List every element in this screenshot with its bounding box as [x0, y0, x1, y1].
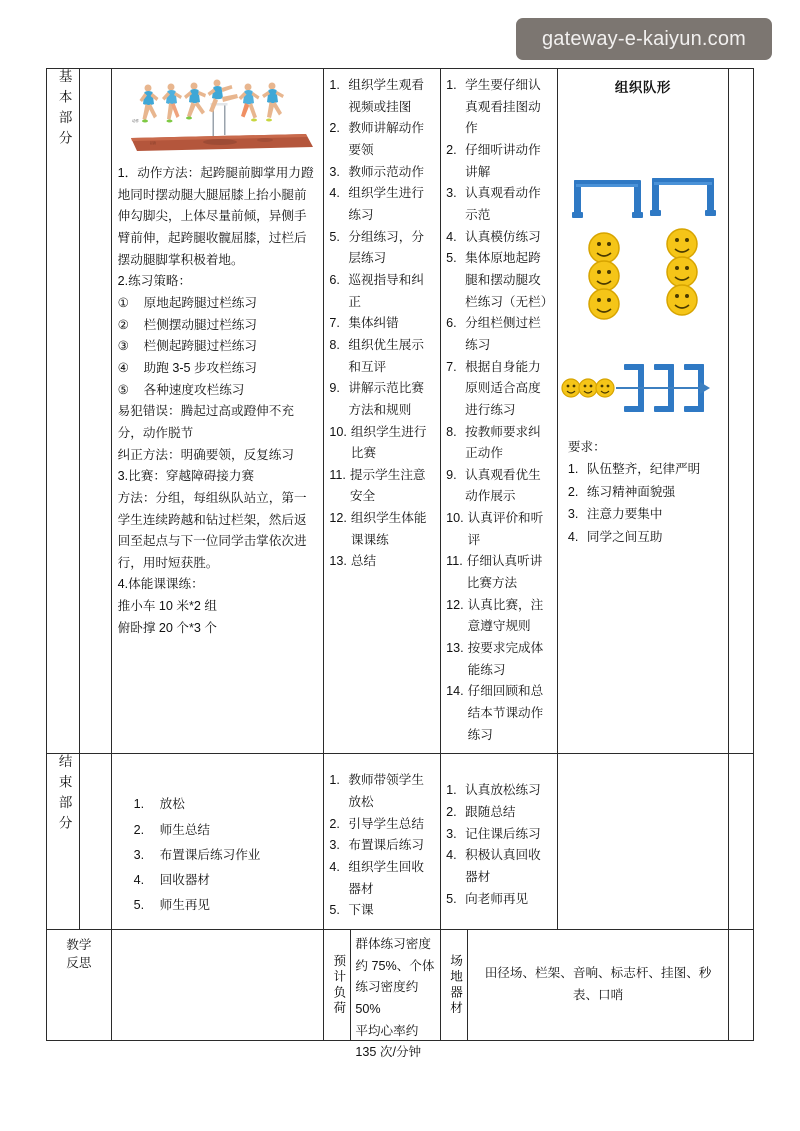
student-activity-text: 集体原地起跨腿和摆动腿攻栏练习（无栏） [465, 251, 554, 309]
content-cell-end [111, 754, 324, 930]
svg-text:起跑: 起跑 [149, 141, 156, 145]
student-activity-text: 仔细听讲动作讲解 [465, 142, 541, 179]
list-item: 8. 组织优生展示和互评 [329, 335, 436, 378]
stage-label-main: 基本部分 [56, 69, 72, 151]
reflection-value[interactable] [112, 930, 324, 940]
list-item [118, 380, 319, 402]
teacher-activity-text: 集体纠错 [348, 316, 399, 331]
teacher-cell-main [324, 69, 441, 754]
tail-cell-end [728, 754, 753, 930]
formation-diagram-relay-side [558, 352, 728, 430]
student-activity-text: 仔细认真听讲比赛方法 [466, 554, 543, 591]
lesson-plan-table [46, 68, 754, 1060]
student-cell-end [441, 754, 558, 930]
list-item: 5. 集体原地起跨腿和摆动腿攻栏练习（无栏） [446, 248, 553, 313]
student-activity-text: 记住课后练习 [465, 826, 541, 841]
list-item: 2. 师生总结 [134, 818, 320, 843]
hurdling-sequence-image [120, 72, 316, 156]
list-item: 7. 根据自身能力原则适合高度进行练习 [446, 357, 553, 422]
list-item: 12. 组织学生体能课课练 [329, 508, 436, 551]
student-cell-main [441, 69, 558, 754]
student-smiley-icon [667, 229, 697, 259]
equipment-value: 田径场、栏架、音响、标志杆、挂图、秒表、口哨 [484, 966, 712, 1002]
load-value-line-1: 群体练习密度约 75%、个体练习密度约 50% [355, 936, 435, 1016]
list-item: 2. 练习精神面貌强 [568, 481, 722, 503]
end-content-text: 布置课后练习作业 [159, 847, 261, 862]
teacher-activity-text: 布置课后练习 [348, 838, 424, 853]
content-paragraph-method: 1．动作方法：起跨腿前脚掌用力蹬地同时摆动腿大腿屈膝上抬小腿前伸勾脚尖，上体尽量前倾，异侧手臂前伸，起跨腿收髋屈膝，过栏后摆动腿脚掌积极着地。 [117, 166, 314, 267]
content-paragraph-fitness-2: 俯卧撑 20 个*3 个 [117, 620, 218, 635]
load-label: 预计负荷 [331, 953, 346, 1017]
teacher-activity-text: 讲解示范比赛方法和规则 [348, 381, 424, 417]
list-item: 1. 放松 [134, 792, 320, 817]
list-item: 10. 组织学生进行比赛 [329, 422, 436, 465]
list-item: 4. 回收器材 [134, 868, 320, 893]
strategy-text: 栏侧摆动腿过栏练习 [143, 317, 257, 332]
list-item [118, 336, 319, 358]
student-activity-text: 按要求完成体能练习 [467, 641, 544, 677]
stage-label-cell-end [47, 754, 80, 930]
teacher-activity-list-main [324, 69, 440, 580]
content-paragraph-strategy-heading: 2.练习策略： [117, 274, 192, 289]
content-paragraph-competition: 3.比赛：穿越障碍接力赛 [117, 469, 255, 484]
spacer-cell-main [80, 69, 111, 754]
stage-label-cell-main [47, 69, 80, 754]
watermark-url-text: gateway-e-kaiyun.com [541, 27, 747, 50]
student-activity-text: 根据自身能力原则适合高度进行练习 [465, 359, 541, 417]
load-value-line-2: 平均心率约 135 次/分钟 [355, 1023, 422, 1060]
list-item: 13. 总结 [329, 551, 436, 573]
list-item: 12. 认真比赛，注意遵守规则 [446, 595, 553, 638]
teacher-activity-text: 提示学生注意安全 [349, 467, 426, 504]
requirement-text: 同学之间互助 [586, 529, 663, 544]
student-activity-text: 分组栏侧过栏练习 [465, 316, 541, 352]
table-row-footer [47, 929, 754, 1040]
reflection-label: 教学 反思 [66, 937, 92, 971]
list-item: 5. 向老师再见 [446, 889, 553, 911]
content-paragraph-fitness-1: 推小车 10 米*2 组 [117, 599, 218, 614]
list-item: 1. 教师带领学生放松 [329, 770, 436, 813]
list-item: 6. 分组栏侧过栏练习 [446, 313, 553, 356]
student-activity-text: 认真评价和听评 [467, 511, 544, 547]
spacer-cell-end [80, 754, 111, 930]
student-activity-text: 认真观看动作示范 [465, 186, 541, 222]
formation-diagram-hurdles-front [558, 156, 728, 346]
content-paragraph-common-errors: 易犯错误：腾起过高或蹬伸不充分，动作脱节 [117, 404, 294, 440]
teacher-activity-text: 教师带领学生放松 [348, 773, 424, 809]
hurdle-icon [572, 180, 643, 218]
teacher-activity-text: 组织学生进行练习 [348, 186, 424, 222]
list-item: 4. 认真模仿练习 [446, 227, 553, 249]
teacher-activity-text: 教师讲解动作要领 [348, 121, 424, 157]
student-activity-text: 认真放松练习 [465, 783, 541, 798]
student-activity-list-main [441, 69, 557, 753]
strategy-text: 原地起跨腿过栏练习 [143, 295, 257, 310]
teacher-activity-text: 组织学生回收器材 [348, 859, 424, 896]
student-smiley-icon [667, 285, 697, 315]
equipment-cell [441, 929, 729, 1040]
strategy-text: 各种速度攻栏练习 [143, 382, 245, 397]
watermark-url-chip [516, 18, 772, 60]
list-item: 2. 引导学生总结 [329, 814, 436, 836]
teacher-activity-text: 组织优生展示和互评 [348, 337, 424, 374]
list-item: 4. 组织学生回收器材 [329, 857, 436, 900]
content-cell-main [111, 69, 324, 754]
student-activity-text: 认真观看优生动作展示 [465, 467, 541, 504]
teacher-activity-text: 组织学生观看视频或挂图 [348, 78, 424, 114]
hurdle-icon [650, 178, 716, 216]
list-item: 1. 学生要仔细认真观看挂图动作 [446, 75, 553, 140]
student-activity-text: 按教师要求纠正动作 [465, 424, 541, 461]
teacher-activity-text: 组织学生体能课课练 [350, 511, 427, 547]
student-smiley-icon [589, 289, 619, 319]
strategy-text: 助跑 3-5 步攻栏练习 [143, 360, 257, 375]
student-smiley-icon [562, 379, 580, 397]
student-activity-text: 积极认真回收器材 [465, 848, 541, 884]
list-item: 1. 认真放松练习 [446, 780, 553, 802]
student-activity-text: 仔细回顾和总结本节课动作练习 [467, 684, 544, 742]
list-item: 11. 提示学生注意安全 [329, 465, 436, 508]
content-paragraph-correction: 纠正方法：明确要领，反复练习 [117, 447, 294, 462]
list-item: 3. 认真观看动作示范 [446, 183, 553, 226]
list-item: 3. 布置课后练习 [329, 835, 436, 857]
student-smiley-icon [589, 233, 619, 263]
load-cell [324, 929, 441, 1060]
student-smiley-icon [589, 261, 619, 291]
svg-text:动作: 动作 [131, 119, 139, 123]
strategy-number: ⑤ [117, 382, 129, 397]
teacher-activity-text: 分组练习，分层练习 [348, 229, 424, 266]
teacher-activity-text: 巡视指导和纠正 [348, 272, 424, 309]
list-item: 3. 布置课后练习作业 [134, 843, 320, 868]
list-item: 14. 仔细回顾和总结本节课动作练习 [446, 681, 553, 746]
list-item: 4. 积极认真回收器材 [446, 845, 553, 888]
content-paragraph-competition-method: 方法：分组，每组纵队站立，第一学生连续跨越和钻过栏架，然后返回至起点与下一位同学击掌依次进行，用时短获胜。 [117, 490, 307, 570]
list-item: 9. 讲解示范比赛方法和规则 [329, 378, 436, 421]
strategy-list [118, 293, 319, 401]
equipment-label: 场地器材 [448, 953, 463, 1017]
list-item: 11. 仔细认真听讲比赛方法 [446, 551, 553, 594]
content-paragraph-fitness-heading: 4.体能课课练： [117, 577, 204, 592]
formation-requirements [558, 430, 728, 556]
list-item: 2. 仔细听讲动作讲解 [446, 140, 553, 183]
teacher-activity-text: 组织学生进行比赛 [350, 424, 427, 461]
list-item: 4. 同学之间互助 [568, 526, 722, 548]
list-item: 7. 集体纠错 [329, 313, 436, 335]
list-item: 5. 下课 [329, 900, 436, 922]
teacher-cell-end [324, 754, 441, 930]
teacher-activity-text: 引导学生总结 [348, 816, 424, 831]
student-smiley-icon [579, 379, 597, 397]
list-item: 2. 教师讲解动作要领 [329, 118, 436, 161]
stage-label-end: 结束部分 [56, 754, 72, 837]
list-item: 3. 记住课后练习 [446, 824, 553, 846]
end-content-text: 师生总结 [159, 822, 211, 837]
list-item: 2. 跟随总结 [446, 802, 553, 824]
reflection-value-cell [111, 929, 324, 1040]
table-row-main-part [47, 69, 754, 754]
list-item: 8. 按教师要求纠正动作 [446, 422, 553, 465]
student-activity-text: 认真比赛，注意遵守规则 [467, 597, 544, 634]
load-value [351, 930, 440, 1068]
end-content-text: 回收器材 [159, 872, 211, 887]
student-activity-list-end [441, 754, 557, 917]
list-item: 10. 认真评价和听评 [446, 508, 553, 551]
student-activity-text: 向老师再见 [465, 891, 529, 906]
teacher-activity-list-end [324, 754, 440, 929]
tail-cell-main [728, 69, 753, 754]
list-item: 9. 认真观看优生动作展示 [446, 465, 553, 508]
requirement-text: 队伍整齐，纪律严明 [586, 462, 701, 477]
table-row-end-part [47, 754, 754, 930]
teacher-activity-text: 教师示范动作 [348, 164, 424, 179]
list-item: 5. 师生再见 [134, 893, 320, 918]
footer-tail-cell [728, 929, 753, 1040]
student-activity-text: 跟随总结 [465, 805, 516, 819]
formation-title: 组织队形 [614, 80, 671, 95]
content-list-end [112, 754, 324, 925]
list-item: 1. 组织学生观看视频或挂图 [329, 75, 436, 118]
student-smiley-icon [596, 379, 614, 397]
student-activity-text: 学生要仔细认真观看挂图动作 [465, 78, 541, 136]
student-activity-text: 认真模仿练习 [465, 229, 541, 244]
teacher-activity-text: 下课 [348, 903, 374, 918]
teacher-activity-text: 总结 [350, 554, 377, 569]
end-content-text: 放松 [159, 797, 185, 812]
requirements-label: 要求： [567, 440, 606, 454]
list-item: 4. 组织学生进行练习 [329, 183, 436, 226]
list-item: 6. 巡视指导和纠正 [329, 270, 436, 313]
list-item: 3. 注意力要集中 [568, 503, 722, 525]
list-item [118, 315, 319, 337]
list-item: 1. 队伍整齐，纪律严明 [568, 458, 722, 480]
strategy-number: ② [117, 317, 129, 332]
formation-cell-main [557, 69, 728, 754]
requirement-text: 练习精神面貌强 [586, 484, 676, 499]
list-item [118, 293, 319, 315]
requirement-text: 注意力要集中 [586, 507, 663, 522]
end-content-text: 师生再见 [159, 898, 211, 913]
strategy-number: ③ [117, 339, 129, 354]
list-item: 13. 按要求完成体能练习 [446, 638, 553, 681]
formation-cell-end [557, 754, 728, 930]
strategy-number: ① [117, 295, 129, 310]
content-text-main [112, 158, 324, 646]
list-item: 5. 分组练习，分层练习 [329, 227, 436, 270]
strategy-number: ④ [117, 360, 129, 375]
student-smiley-icon [667, 257, 697, 287]
strategy-text: 栏侧起跨腿过栏练习 [143, 339, 257, 354]
list-item: 3. 教师示范动作 [329, 162, 436, 184]
list-item [118, 358, 319, 380]
reflection-label-cell [47, 929, 112, 1040]
